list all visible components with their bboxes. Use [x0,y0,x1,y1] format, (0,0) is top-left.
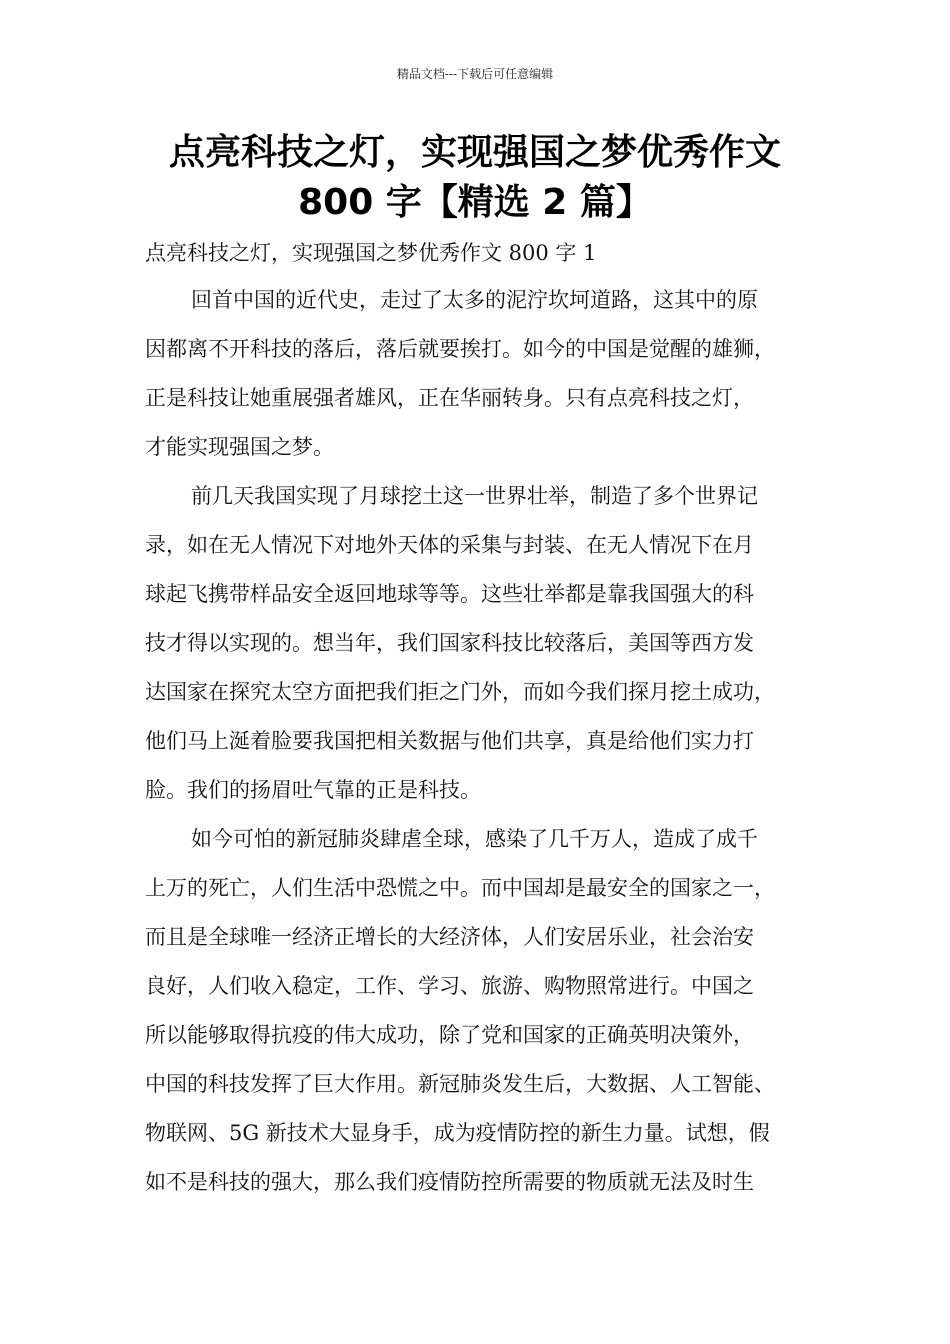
paragraph-2 [145,472,835,815]
text-line: 而且是全球唯一经济正增长的大经济体，人们安居乐业，社会治安 [145,925,754,949]
text-line: 录，如在无人情况下对地外天体的采集与封装、在无人情况下在月 [145,533,754,557]
paragraph-3 [145,815,835,1207]
text-line: 因都离不开科技的落后，落后就要挨打。如今的中国是觉醒的雄狮， [145,337,775,361]
essay-subheading: 点亮科技之灯，实现强国之梦优秀作文 800 字 1 [145,241,597,265]
text-line: 所以能够取得抗疫的伟大成功，除了党和国家的正确英明决策外， [145,1023,754,1047]
text-line: 物联网、5G 新技术大显身手，成为疫情防控的新生力量。试想，假 [145,1121,770,1145]
text-line: 如不是科技的强大，那么我们疫情防控所需要的物质就无法及时生 [145,1170,754,1194]
paragraph-1 [145,276,835,472]
text-line: 良好，人们收入稳定，工作、学习、旅游、购物照常进行。中国之 [145,974,754,998]
text-line: 回首中国的近代史，走过了太多的泥泞坎坷道路，这其中的原 [191,288,758,312]
text-line: 中国的科技发挥了巨大作用。新冠肺炎发生后，大数据、人工智能、 [145,1072,775,1096]
title-line: 800 字【精选 2 篇】 [298,182,652,223]
text-line: 脸。我们的扬眉吐气靠的正是科技。 [145,778,481,802]
text-line: 技才得以实现的。想当年，我们国家科技比较落后，美国等西方发 [145,631,754,655]
document-body [145,230,835,1207]
text-line: 前几天我国实现了月球挖土这一世界壮举，制造了多个世界记 [191,484,758,508]
text-line: 才能实现强国之梦。 [145,435,334,459]
text-line: 达国家在探究太空方面把我们拒之门外，而如今我们探月挖土成功， [145,680,775,704]
header-note: 精品文档---下载后可任意编辑 [396,67,554,81]
text-line: 他们马上涎着脸要我国把相关数据与他们共享，真是给他们实力打 [145,729,754,753]
page-title [100,128,850,228]
text-line: 球起飞携带样品安全返回地球等等。这些壮举都是靠我国强大的科 [145,582,754,606]
text-line: 如今可怕的新冠肺炎肆虐全球，感染了几千万人，造成了成千 [191,827,758,851]
text-line: 上万的死亡，人们生活中恐慌之中。而中国却是最安全的国家之一， [145,876,775,900]
title-line: 点亮科技之灯，实现强国之梦优秀作文 [168,132,781,173]
text-line: 正是科技让她重展强者雄风，正在华丽转身。只有点亮科技之灯， [145,386,754,410]
